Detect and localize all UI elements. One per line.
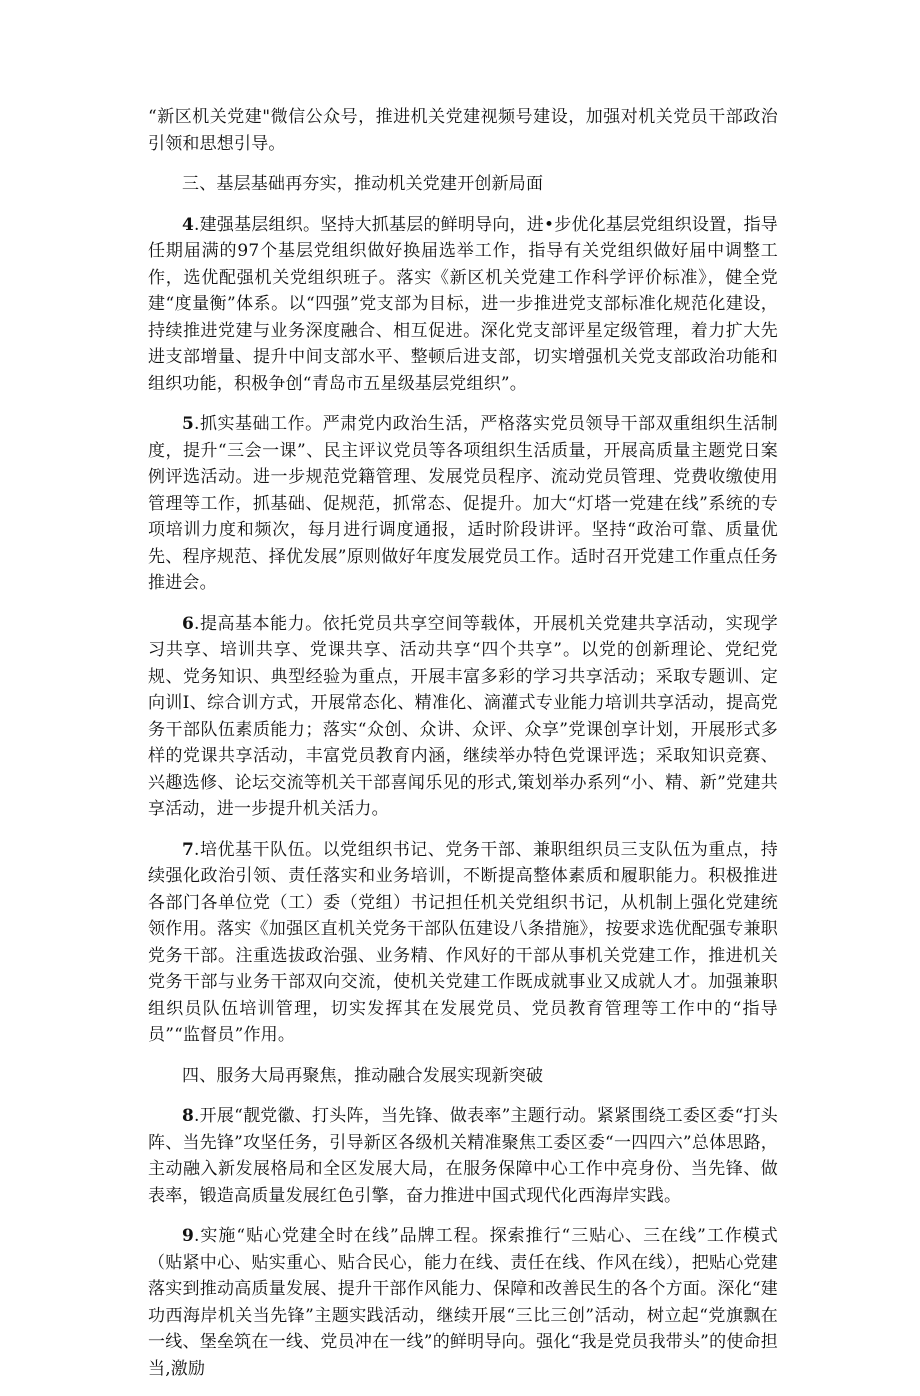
item-text: .提高基本能力。依托党员共享空间等载体，开展机关党建共享活动，实现学习共享、培训共享、党课共享、活动共享“四个共享”。以党的创新理论、党纪党规、党务知识、典型经验为重点，开展丰富多彩的学习共享活动；采取专题训、定向训Ⅰ、综合训方式，开展常态化、精准化、滴灌式专业能力培训共享活动，提高党务干部队伍素质能力；落实“众创、众讲、众评、众享”党课创享计划，开展形式多样的党课共享活动，丰富党员教育内涵，继续举办特色党课评选；采取知识竞赛、兴趣选修、论坛交流等机关干部喜闻乐见的形式,策划举办系列“小、精、新”党建共享活动，进一步提升机关活力。 [148, 613, 778, 819]
item-text: .建强基层组织。坚持大抓基层的鲜明导向，进•步优化基层党组织设置，指导任期届满的97个基层党组织做好换届选举工作，指导有关党组织做好届中调整工作，选优配强机关党组织班子。落实《新区机关党建工作科学评价标准》，健全党建“度量衡”体系。以“四强”党支部为目标，进一步推进党支部标准化规范化建设，持续推进党建与业务深度融合、相互促进。深化党支部评星定级管理，着力扩大先进支部增量、提升中间支部水平、整顿后进支部，切实增强机关党支部政治功能和组织功能，积极争创“青岛市五星级基层党组织”。 [148, 214, 778, 394]
heading-text: 四、服务大局再聚焦，推动融合发展实现新突破 [182, 1065, 544, 1086]
item-number: 8 [182, 1106, 195, 1126]
item-number: 7 [182, 839, 195, 860]
item-text: .实施“贴心党建全时在线”品牌工程。探索推行“三贴心、三在线”工作模式（贴紧中心、贴实重心、贴合民心，能力在线、责任在线、作风在线），把贴心党建落实到推动高质量发展、提升干部作风能力、保障和改善民生的各个方面。深化“建功西海岸机关当先锋”主题实践活动，继续开展“三比三创”活动，树立起“党旗飘在一线、堡垒筑在一线、党员冲在一线”的鲜明导向。强化“我是党员我带头”的使命担当,激励 [148, 1226, 778, 1379]
document-body [148, 104, 778, 1396]
item-4 [148, 212, 778, 398]
item-6 [148, 611, 778, 823]
section-heading-3 [148, 171, 778, 198]
item-text: .开展“靓党徽、打头阵，当先锋、做表率”主题行动。紧紧围绕工委区委“打头阵、当先锋”攻坚任务，引导新区各级机关精准聚焦工委区委“一四四六”总体思路，主动融入新发展格局和全区发展大局，在服务保障中心工作中亮身份、当先锋、做表率，锻造高质量发展红色引擎，奋力推进中国式现代化西海岸实践。 [148, 1106, 778, 1206]
item-9 [148, 1223, 778, 1382]
item-number: 4 [182, 214, 195, 235]
item-7 [148, 837, 778, 1049]
paragraph-text: “新区机关党建"微信公众号，推进机关党建视频号建设，加强对机关党员干部政治引领和思想引导。 [148, 107, 778, 154]
section-heading-4 [148, 1063, 778, 1090]
item-5 [148, 411, 778, 597]
item-number: 6 [182, 613, 195, 634]
item-number: 9 [182, 1226, 195, 1246]
heading-text: 三、基层基础再夯实，推动机关党建开创新局面 [182, 174, 544, 194]
item-number: 5 [182, 414, 195, 434]
item-8 [148, 1103, 778, 1209]
item-text: .抓实基础工作。严肃党内政治生活，严格落实党员领导干部双重组织生活制度，提升“三会一课”、民主评议党员等各项组织生活质量，开展高质量主题党日案例评选活动。进一步规范党籍管理、发展党员程序、流动党员管理、党费收缴使用管理等工作，抓基础、促规范，抓常态、促提升。加大“灯塔一党建在线”系统的专项培训力度和频次，每月进行调度通报，适时阶段讲评。坚持“政治可靠、质量优先、程序规范、择优发展”原则做好年度发展党员工作。适时召开党建工作重点任务推进会。 [148, 414, 778, 593]
paragraph-continuation [148, 104, 778, 157]
item-text: .培优基干队伍。以党组织书记、党务干部、兼职组织员三支队伍为重点，持续强化政治引领、责任落实和业务培训，不断提高整体素质和履职能力。积极推进各部门各单位党（工）委（党组）书记担任机关党组织书记，从机制上强化党建统领作用。落实《加强区直机关党务干部队伍建设八条措施》，按要求选优配强专兼职党务干部。注重选拔政治强、业务精、作风好的干部从事机关党建工作，推进机关党务干部与业务干部双向交流，使机关党建工作既成就事业又成就人才。加强兼职组织员队伍培训管理，切实发挥其在发展党员、党员教育管理等工作中的“指导员”“监督员”作用。 [148, 839, 778, 1045]
